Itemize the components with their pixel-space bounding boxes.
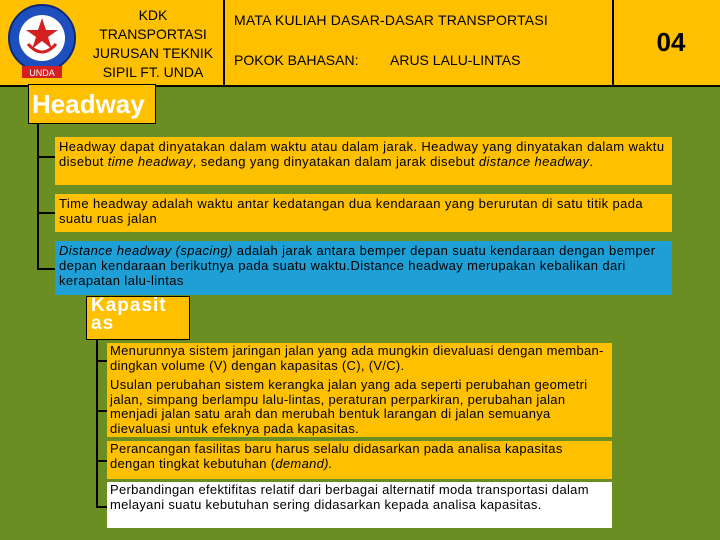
capacity-title-line: Kapasit — [91, 295, 167, 316]
university-logo — [0, 0, 84, 84]
text-run: adalah jarak antara bemper depan suatu kendaraan dengan bemper depan kendaraan berikutnya pada suatu waktu.Distance headway merupakan kebalikan dari kerapatan lalu-lintas — [59, 243, 656, 288]
header-divider — [612, 0, 614, 85]
text-run-italic: Distance headway (spacing) — [59, 243, 233, 258]
svg-text:UNDA: UNDA — [29, 68, 55, 78]
chapter-number: 04 — [656, 27, 686, 57]
text-run-italic: demand). — [275, 455, 333, 471]
text-run: Perancangan fasilitas baru harus selalu didasarkan pada analisa kapasitas dengan tingkat kebutuhan ( — [110, 441, 563, 471]
tree-connector — [37, 212, 55, 214]
topic-label: POKOK BAHASAN: — [234, 52, 359, 68]
text-run: Headway dapat dinyatakan dalam waktu atau dalam jarak. Headway yang dinyatakan dalam waktu disebut — [59, 139, 665, 169]
kdk-line: SIPIL FT. UNDA — [102, 64, 204, 80]
section-title: Headway — [28, 84, 156, 124]
point-time-distance — [55, 137, 672, 185]
tree-connector — [37, 156, 55, 158]
text-run: Menurunnya sistem jaringan jalan yang ada mungkin dievaluasi dengan memban-dingkan volume (V) dengan kapasitas (C), (V/C). — [110, 343, 604, 373]
kdk-line: TRANSPORTASI — [99, 26, 207, 42]
department-info — [84, 6, 222, 82]
course-title: MATA KULIAH DASAR-DASAR TRANSPORTASI — [234, 12, 548, 28]
tree-connector — [96, 340, 98, 508]
tree-connector — [37, 124, 39, 270]
text-run-italic: time headway — [107, 154, 193, 169]
kdk-line: JURUSAN TEKNIK — [92, 45, 214, 61]
text-run: . — [589, 154, 594, 169]
university-emblem-icon — [6, 4, 78, 80]
topic-value: ARUS LALU-LINTAS — [390, 52, 521, 68]
text-run: Time headway adalah waktu antar kedatangan dua kendaraan yang berurutan di satu titik pada suatu ruas jalan — [59, 196, 644, 226]
capacity-item — [107, 343, 612, 377]
capacity-item — [107, 377, 612, 437]
point-time-headway — [55, 194, 672, 232]
capacity-title — [86, 296, 190, 340]
header-divider — [223, 0, 225, 85]
text-run: Perbandingan efektifitas relatif dari berbagai alternatif moda transportasi dalam melayani suatu kebutuhan sering didasarkan kepada analisa kapasitas. — [110, 482, 589, 512]
capacity-item — [107, 482, 612, 528]
capacity-item — [107, 441, 612, 479]
text-run: Usulan perubahan sistem kerangka jalan yang ada seperti perubahan geometri jalan, simpang berlampu lalu-lintas, peraturan perparkiran, perubahan jalan menjadi jalan satu arah dan merubah bentuk larangan di jalan semuanya dievaluasi untuk efeknya pada kapasitas. — [110, 377, 588, 436]
kdk-line: KDK — [138, 7, 168, 23]
text-run-italic: distance headway — [478, 154, 590, 169]
text-run: , sedang yang dinyatakan dalam jarak disebut — [192, 154, 479, 169]
capacity-title-line: as — [91, 313, 115, 334]
tree-connector — [37, 268, 55, 270]
point-distance-headway — [55, 241, 672, 295]
